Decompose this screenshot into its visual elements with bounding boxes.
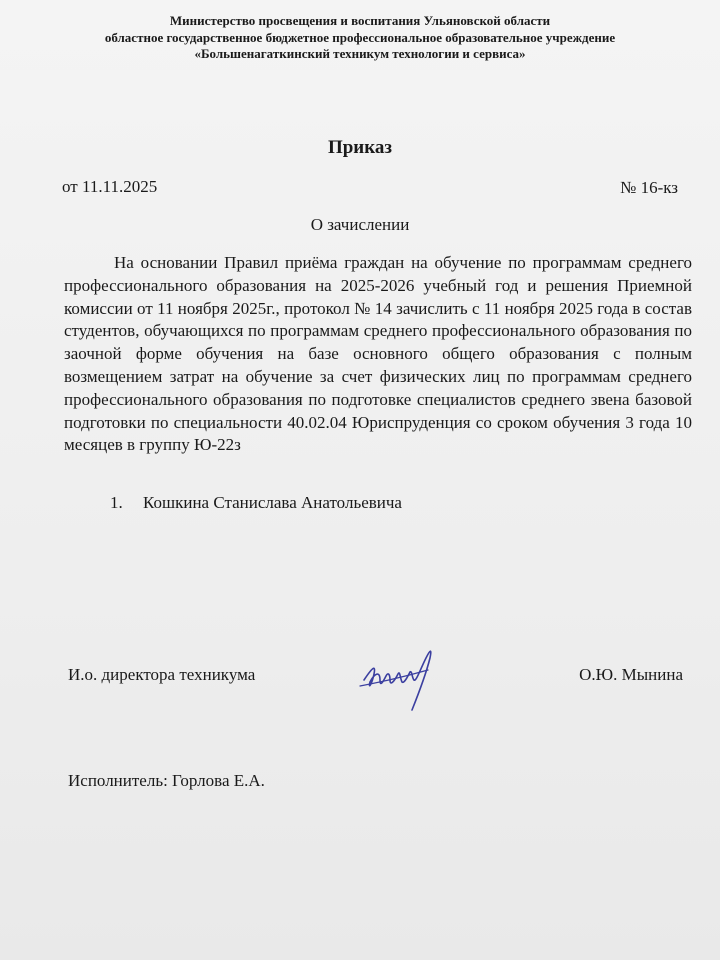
organization-header: [0, 13, 720, 63]
order-subject: О зачислении: [310, 215, 410, 234]
header-line-institution-name: «Большенагаткинский техникум технологии и сервиса»: [194, 46, 526, 61]
signer-position: И.о. директора техникума: [68, 665, 256, 684]
student-list-item: [110, 493, 402, 513]
executor: Исполнитель: Горлова Е.А.: [68, 771, 265, 790]
student-name: Кошкина Станислава Анатольевича: [143, 493, 402, 512]
order-number: № 16-кз: [620, 178, 678, 197]
order-body: На основании Правил приёма граждан на обучение по программам среднего профессионального образования на 2025-2026 учебный год и решения Приемной комиссии от 11 ноября 2025г., протокол № 14 зачислить с 11 ноября 2025 года в состав студентов, обучающихся по программам среднего профессионального образования по заочной форме обучения на базе основного общего образования с полным возмещением затрат на обучение за счет физических лиц по программам среднего профессионального образования по подготовке специалистов среднего звена базовой подготовки по специальности 40.02.04 Юриспруденция со сроком обучения 3 года 10 месяцев в группу Ю-22з: [64, 253, 692, 455]
handwritten-signature: [350, 640, 450, 720]
order-date: от 11.11.2025: [62, 177, 158, 196]
header-line-institution-type: областное государственное бюджетное профессиональное образовательное учреждение: [104, 29, 616, 45]
document-title: Приказ: [327, 137, 393, 158]
signer-name: О.Ю. Мынина: [579, 665, 683, 684]
header-line-ministry: Министерство просвещения и воспитания Ульяновской области: [169, 13, 551, 28]
student-number: 1.: [110, 493, 123, 512]
